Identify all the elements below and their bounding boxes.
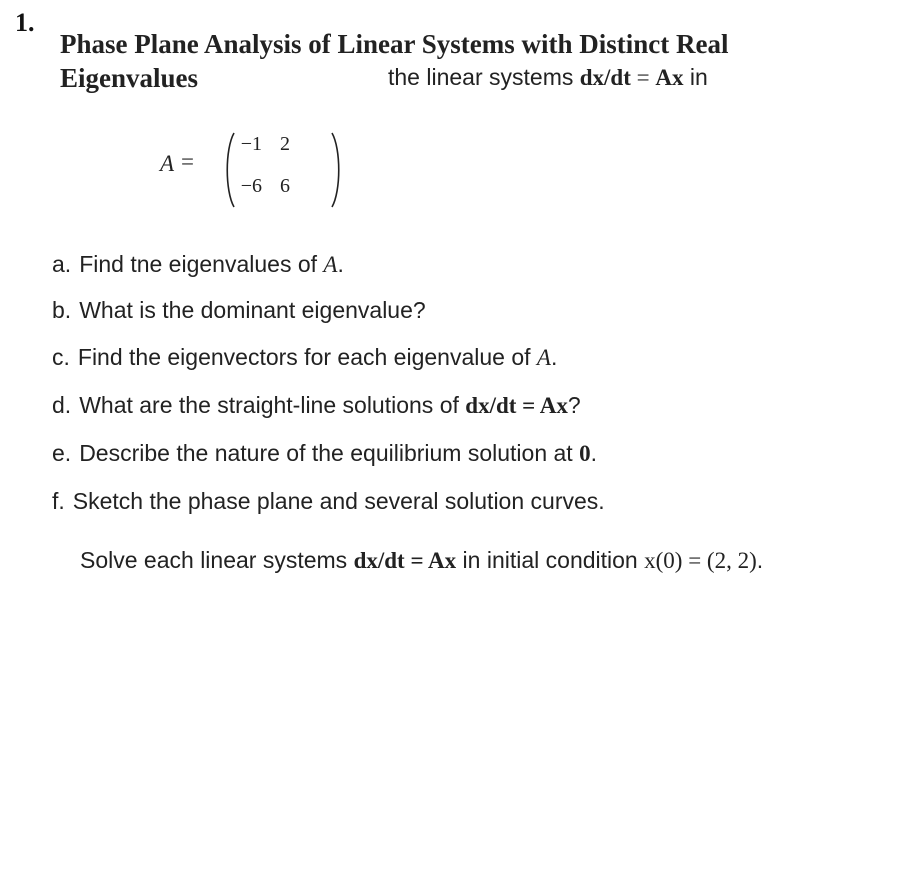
problem-number: 1. [15, 8, 35, 37]
question-d [52, 392, 581, 419]
matrix-cell: −6 [240, 175, 262, 197]
question-letter: d. [52, 392, 72, 418]
matrix-cell: 2 [280, 133, 290, 155]
intro-text [388, 64, 708, 91]
question-text: What are the straight-line solutions of [79, 392, 466, 418]
question-text: What is the dominant eigenvalue? [79, 297, 426, 323]
question-letter: a. [52, 251, 72, 277]
matrix-name: A [160, 151, 175, 176]
intro-suffix: in [683, 64, 708, 90]
question-letter: c. [52, 344, 70, 370]
question-punct: . [550, 344, 558, 370]
solve-middle: in initial condition [456, 547, 645, 573]
question-text: Find tne eigenvalues of [79, 251, 324, 277]
question-math: 0 [579, 441, 591, 466]
matrix-cell: 6 [280, 175, 290, 197]
question-punct: ? [567, 392, 581, 418]
solve-prefix: Solve each linear systems [80, 547, 354, 573]
problem-title-line-2: Eigenvalues [60, 63, 199, 93]
intro-equation [580, 65, 684, 90]
intro-eq-lhs: dx/dt [579, 65, 631, 90]
question-e [52, 440, 597, 467]
solve-instruction [80, 547, 763, 574]
intro-eq-equals: = [630, 65, 656, 90]
question-f [52, 488, 605, 515]
solve-suffix: . [756, 547, 764, 573]
matrix-equals-sign: = [181, 149, 194, 174]
question-b [52, 297, 426, 324]
question-letter: e. [52, 440, 72, 466]
question-letter: b. [52, 297, 72, 323]
solve-condition: x(0) = (2, 2) [644, 548, 757, 573]
question-math: dx/dt = Ax [465, 393, 568, 418]
matrix-definition [160, 125, 360, 215]
question-text: Sketch the phase plane and several solution curves. [72, 488, 605, 514]
question-math: A [323, 252, 338, 277]
right-parenthesis [330, 131, 344, 209]
question-math: A [536, 345, 551, 370]
intro-prefix: the linear systems [388, 64, 580, 90]
question-letter: f. [52, 488, 65, 514]
question-c [52, 344, 557, 371]
solve-equation: dx/dt = Ax [353, 548, 457, 573]
problem-title-line-1: Phase Plane Analysis of Linear Systems with Distinct Real [60, 29, 729, 59]
question-punct: . [337, 251, 344, 277]
question-a [52, 251, 344, 278]
question-text: Find the eigenvectors for each eigenvalue of [77, 344, 537, 370]
intro-eq-rhs: Ax [655, 65, 684, 90]
question-punct: . [590, 440, 597, 466]
matrix-cell: −1 [240, 133, 262, 155]
question-text: Describe the nature of the equilibrium solution at [79, 440, 580, 466]
